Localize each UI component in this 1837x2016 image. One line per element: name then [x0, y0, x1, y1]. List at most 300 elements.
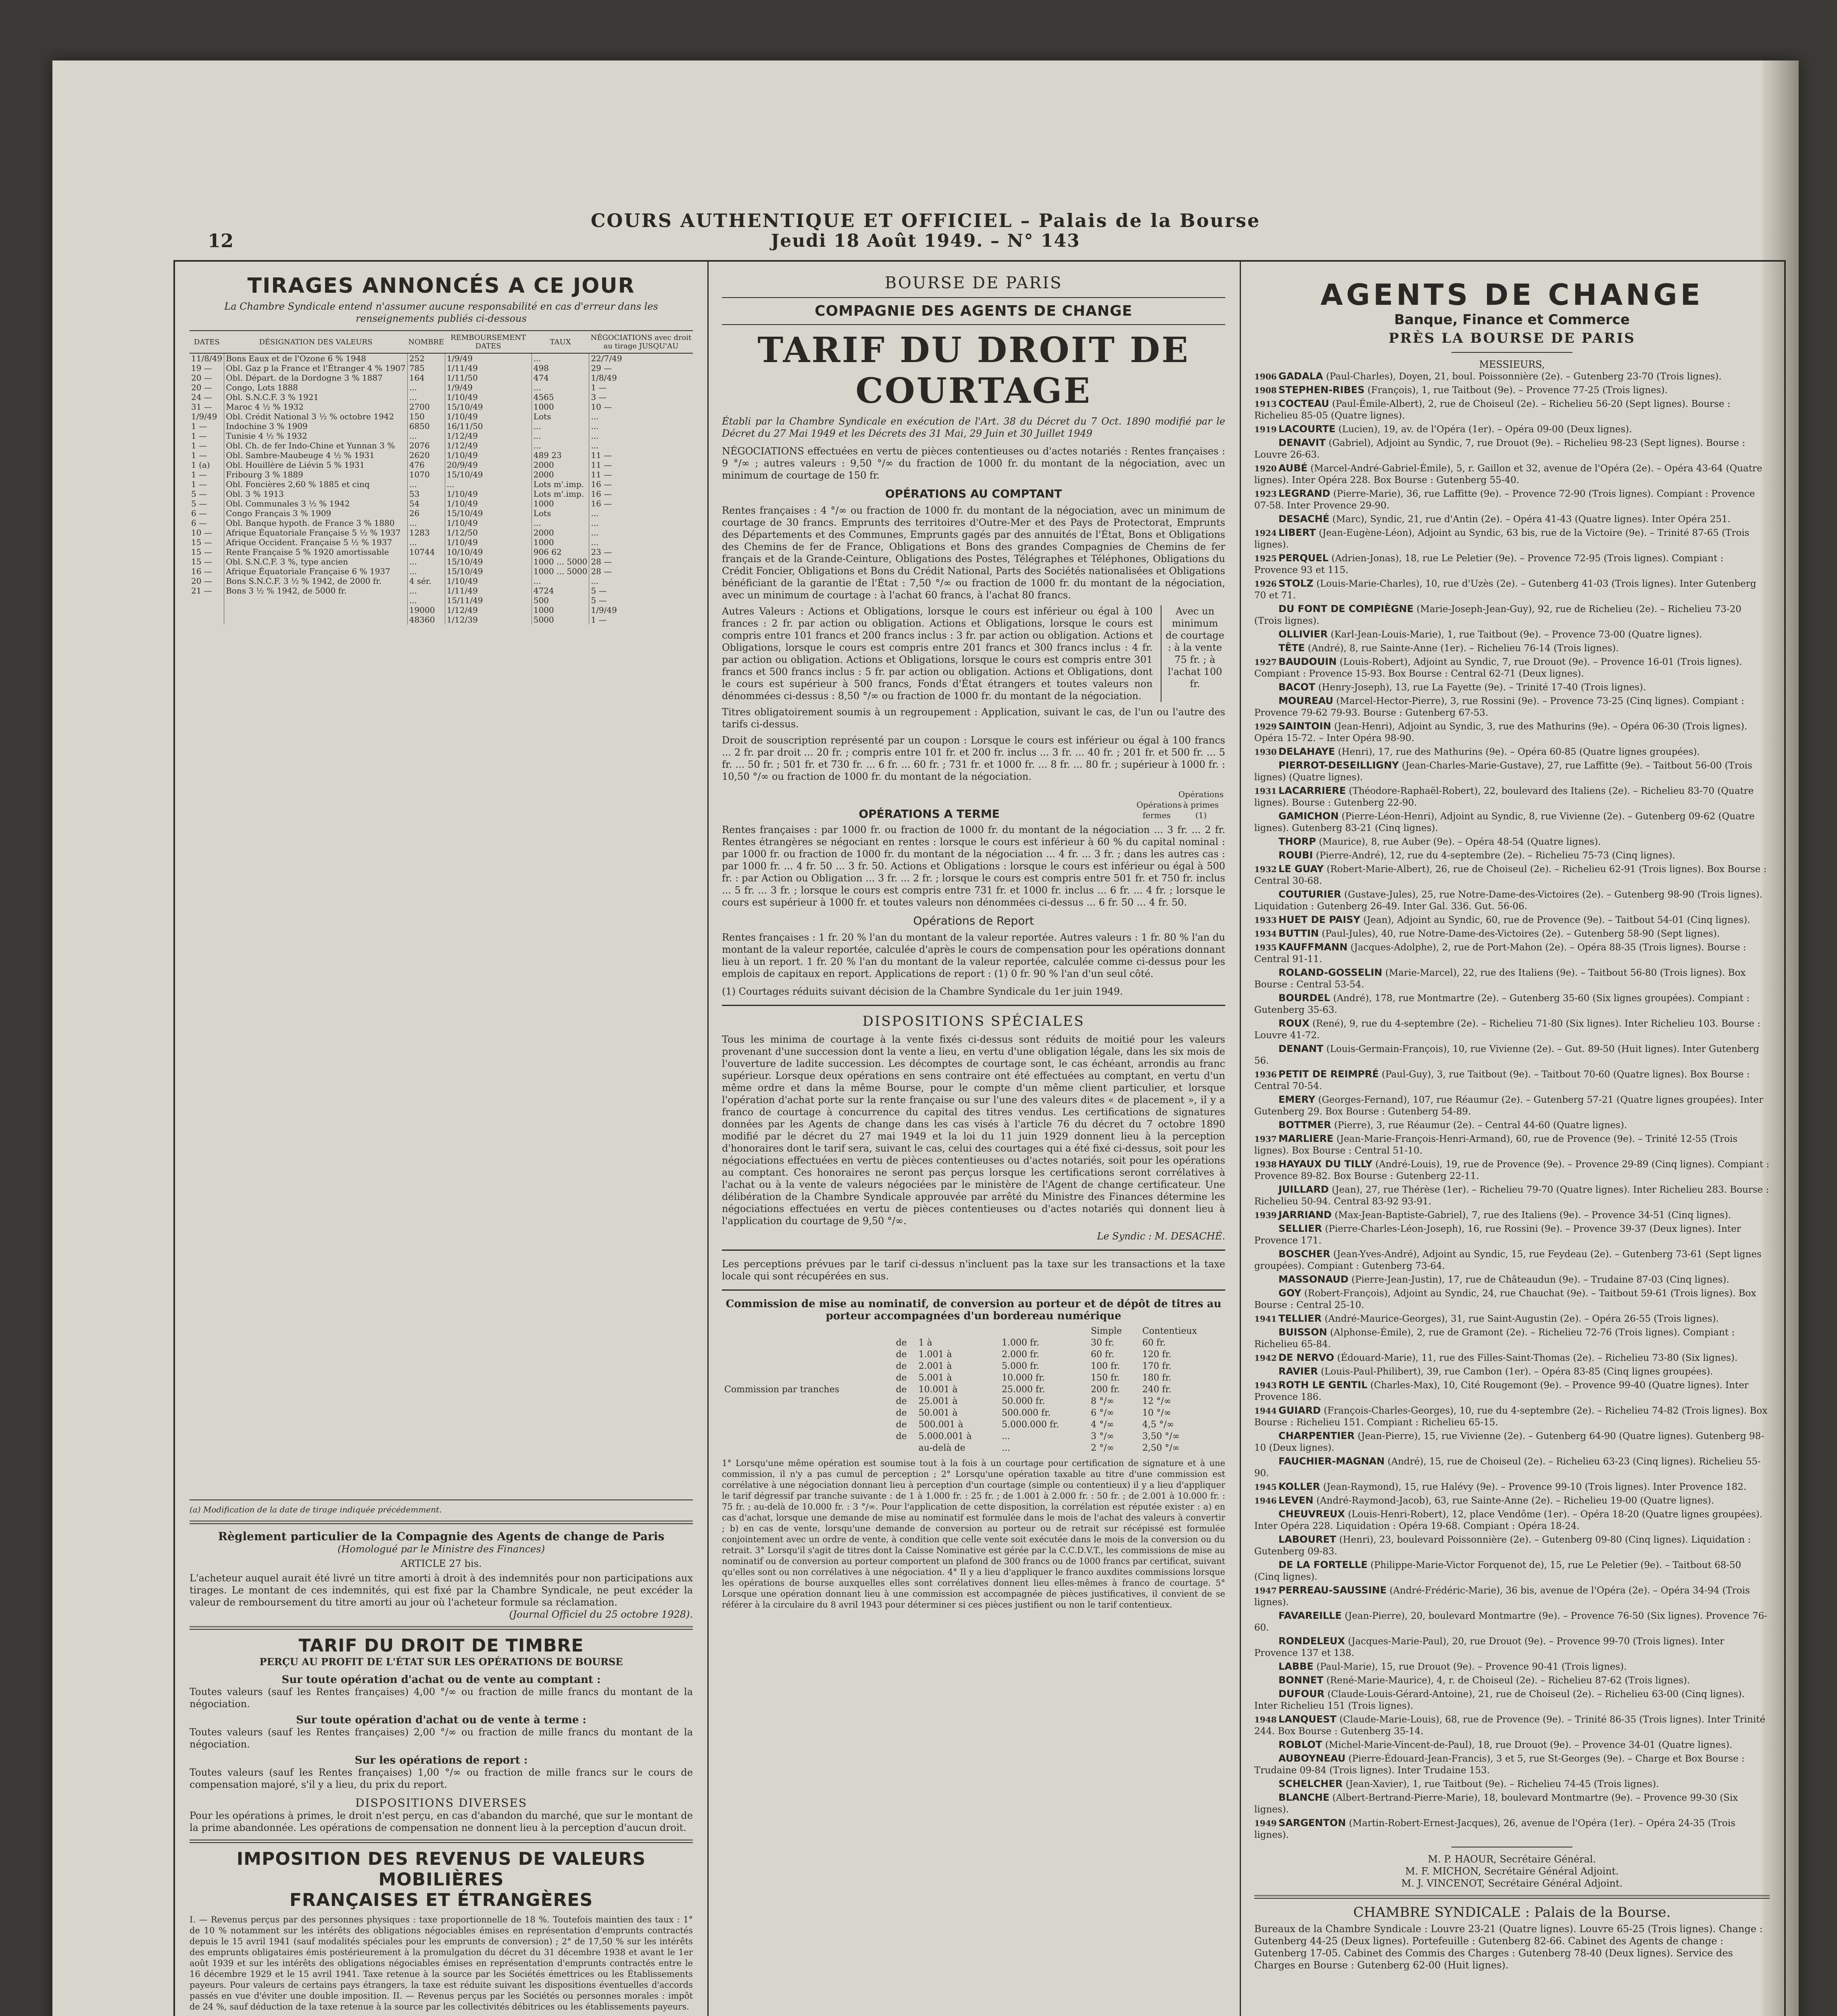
agent-year: 1906 [1254, 372, 1277, 381]
agent-year: 1948 [1254, 1715, 1277, 1724]
agent-name: COCTEAU [1278, 398, 1329, 409]
table-cell: 240 fr. [1142, 1385, 1172, 1395]
table-cell: 5.001 à [918, 1373, 952, 1383]
agent-year: 1944 [1254, 1406, 1277, 1416]
reglement-text: L'acheteur auquel aurait été livré un titre amorti à droit à des indemnités pour non participations aux tirages. Le montant de ces indemnités, qui est fixé par la Chambre Syndicale, ne peut excéder la valeur de remboursement du titre amorti au jour où l'acheteur formule sa réclamation. [190, 1572, 693, 1608]
agent-name: LE GUAY [1278, 863, 1324, 875]
agent-name: HAYAUX DU TILLY [1278, 1158, 1372, 1170]
table-row [190, 460, 693, 470]
agent-entry [1254, 578, 1770, 602]
agent-details: (André-Frédéric-Marie), 36 bis, avenue de l'Opéra (2e). – Opéra 34-94 (Trois lignes). [1254, 1585, 1750, 1608]
agent-entry [1254, 785, 1770, 809]
agent-details: (Pierre), 3, rue Réaumur (2e). – Central 44-60 (Quatre lignes). [1334, 1120, 1627, 1131]
agent-entry [1254, 1184, 1770, 1208]
agent-entry [1254, 1430, 1770, 1454]
agent-year: 1934 [1254, 929, 1277, 939]
chambre-title: CHAMBRE SYNDICALE : Palais de la Bourse. [1353, 1904, 1671, 1920]
table-cell: 4 °/∞ [1091, 1420, 1114, 1430]
courtage-note: (1) Courtages réduits suivant décision de la Chambre Syndicale du 1er juin 1949. [722, 986, 1123, 997]
agents-subtitle-1: Banque, Finance et Commerce [1394, 312, 1630, 328]
agent-year: 1923 [1254, 489, 1277, 499]
agent-entry [1254, 656, 1770, 680]
table-cell: 15/11/49 [445, 596, 532, 605]
table-cell: 10.001 à [918, 1385, 958, 1395]
table-cell: 1 — [191, 450, 207, 460]
table-cell: 20/9/49 [445, 460, 532, 470]
agent-details: (Albert-Bertrand-Pierre-Marie), 18, boulevard Montmartre (9e). – Provence 99-30 (Six lignes). [1254, 1793, 1738, 1815]
table-cell: 28 — [589, 557, 693, 566]
agent-name: STEPHEN-RIBES [1278, 384, 1365, 396]
chambre-text: Bureaux de la Chambre Syndicale : Louvre 23-21 (Quatre lignes). Louvre 65-25 (Trois lignes). Change : Gutenberg 44-25 (Deux lignes). Portefeuille : Gutenberg 82-66. Cabinet des Agents de change : Gutenberg 17-05. Cabinet des Commis des Charges : Gutenberg 78-40 (Deux lignes). Service des Charges en Bourse : Gutenberg 62-00 (Huit lignes). [1254, 1923, 1763, 1971]
agent-year: 1942 [1254, 1353, 1277, 1363]
table-cell: ... [407, 518, 445, 528]
table-cell: ... [407, 557, 445, 566]
commission-label: Commission par tranches [724, 1385, 840, 1395]
agent-details: (Michel-Marie-Vincent-de-Paul), 18, rue Drouot (9e). – Provence 34-01 (Quatre lignes). [1325, 1740, 1733, 1750]
table-cell: 500.001 à [918, 1420, 963, 1430]
table-cell: ... [1001, 1443, 1010, 1453]
table-cell: 22/7/49 [589, 353, 693, 363]
agent-details: (Paul-Guy), 3, rue Taitbout (9e). – Taitbout 70-60 (Quatre lignes). Box Bourse : Central 70-54. [1254, 1069, 1750, 1091]
agent-entry [1254, 1534, 1770, 1558]
commission-text: 1° Lorsqu'une même opération est soumise tout à la fois à un courtage pour certification de signature et à une commission, il n'y a pas cumul de perception ; 2° Lorsqu'une opération taxable au titre d'une commission est corrélative à une négociation donnant lieu à perception d'un courtage (simple ou contentieux) il y a lieu d'appliquer le tarif dégressif par tranche suivante : de 1 à 1.000 fr. : 25 fr. ; de 1.001 à 2.000 fr. : 50 fr. ; de 2.001 à 10.000 fr. : 75 fr. ; au-delà de 10.000 fr. : 3 °/∞. Pour l'application de cette disposition, la corrélation est réputée exister : a) en cas d'achat, lorsque une demande de mise au nominatif est formulée dans le mois de l'achat des valeurs à convertir ; b) en cas de vente, lorsqu'une demande de conversion au porteur ou de retrait sur récépissé est formulée conjointement avec un ordre de vente, à condition que celle vente soit exécutée dans le mois de la conversion ou du retrait. 3° Lorsqu'il s'agit de titres dont la Caisse Nominative est gérée par la C.C.D.V.T., les commissions de mise au nominatif ou de conversion au porteur comportent un plafond de 300 francs ou de 1000 francs par certificat, suivant qu'elles sont ou non corrélatives à une négociation. 4° Il y a lieu d'appliquer le franco auxdites commissions lorsque les opérations de bourse auxquelles elles sont corrélatives donnent lieu elles-mêmes à franco de courtage. 5° Lorsque une opération donnant lieu à une commission est accompagnée de pièces justificatives, il convient de se référer à la circulaire du 8 avril 1943 pour déterminer si ces pièces justifient ou non le tarif contentieux. [722, 1458, 1225, 1610]
table-row [722, 1337, 1225, 1349]
agent-year: 1949 [1254, 1818, 1277, 1828]
table-cell: 30 fr. [1091, 1338, 1114, 1348]
table-row [190, 363, 693, 373]
agent-entry [1254, 384, 1770, 396]
commission-table [722, 1325, 1225, 1454]
agent-entry [1254, 746, 1770, 758]
table-cell: Lots m'.imp. [532, 489, 589, 499]
column-middle [707, 262, 1241, 2016]
table-cell: ... [532, 353, 589, 363]
table-cell: 12 °/∞ [1142, 1396, 1172, 1406]
table-cell: ... [532, 576, 589, 586]
agent-details: (Louis-Marie-Charles), 10, rue d'Uzès (2e). – Gutenberg 41-03 (Trois lignes). Inter Gutenberg 70 et 71. [1254, 579, 1756, 601]
table-cell: Obl. Départ. de la Dordogne 3 % 1887 [224, 373, 408, 383]
agent-entry [1254, 1661, 1770, 1673]
agent-name: CHARPENTIER [1278, 1430, 1355, 1441]
agent-entry [1254, 1714, 1770, 1737]
table-cell: 8 °/∞ [1091, 1396, 1114, 1406]
table-cell: 200 fr. [1091, 1385, 1120, 1395]
table-cell: 20 — [191, 383, 212, 392]
table-cell: Obl. Houillère de Liévin 5 % 1931 [224, 460, 408, 470]
agent-entry [1254, 1688, 1770, 1712]
agent-entry [1254, 1274, 1770, 1286]
officer-line: M. F. MICHON, Secrétaire Général Adjoint. [1405, 1866, 1619, 1877]
reglement-subtitle: (Homologué par le Ministre des Finances) [337, 1543, 545, 1555]
agent-entry [1254, 1327, 1770, 1350]
page-number: 12 [208, 230, 234, 252]
table-cell: 10 — [191, 528, 212, 537]
agent-details: (Paul-Jules), 40, rue Notre-Dame-des-Victoires (2e). – Gutenberg 58-90 (Sept lignes). [1322, 929, 1720, 939]
agent-name: BOTTMER [1278, 1119, 1331, 1131]
table-cell: ... [532, 383, 589, 392]
report-title: Opérations de Report [913, 914, 1034, 927]
agent-year: 1919 [1254, 425, 1277, 434]
table-cell: 906 62 [532, 547, 589, 557]
agent-entry [1254, 681, 1770, 694]
table-row [722, 1395, 1225, 1407]
agent-name: AUBOYNEAU [1278, 1753, 1346, 1764]
table-cell: 1000 [532, 605, 589, 615]
agent-name: DU FONT DE COMPIÈGNE [1278, 603, 1414, 614]
agent-details: (Paul-Émile-Albert), 2, rue de Choiseul (2e). – Richelieu 56-20 (Sept lignes). Bourse : Richelieu 85-05 (Quatre lignes). [1254, 399, 1731, 421]
terme-col-primes: Opérations à primes (1) [1178, 789, 1224, 820]
commission-label [722, 1407, 893, 1419]
table-cell: ... [407, 566, 445, 576]
agents-title: AGENTS DE CHANGE [1320, 278, 1704, 312]
table-cell: 5.000.001 à [918, 1431, 972, 1441]
table-cell [190, 605, 224, 615]
table-row [190, 605, 693, 615]
agent-name: ROLAND-GOSSELIN [1278, 967, 1382, 978]
table-cell: 1000 [532, 537, 589, 547]
agent-name: GADALA [1278, 371, 1323, 382]
table-cell: 150 [407, 412, 445, 421]
table-cell: Obl. 3 % 1913 [224, 489, 408, 499]
agent-entry [1254, 1094, 1770, 1118]
table-cell: 48360 [407, 615, 445, 625]
table-cell: 1/10/49 [445, 450, 532, 460]
table-cell: ... [589, 537, 693, 547]
table-cell: 4724 [532, 586, 589, 596]
table-cell: 15 — [191, 537, 212, 547]
agent-details: (Jacques-Marie-Paul), 20, rue Drouot (9e). – Provence 99-70 (Trois lignes). Inter Provence 137 et 138. [1254, 1636, 1724, 1658]
table-cell: 5 — [589, 596, 693, 605]
table-cell: ... [589, 518, 693, 528]
agent-entry [1254, 1209, 1770, 1221]
table-cell: 1/10/49 [445, 412, 532, 421]
agent-details: (René), 9, rue du 4-septembre (2e). – Richelieu 71-80 (Six lignes). Inter Richelieu 103. Bourse : Louvre 41-72. [1254, 1018, 1761, 1041]
table-cell: 1000 [532, 499, 589, 508]
table-cell: ... [532, 441, 589, 450]
table-cell: 1/10/49 [445, 537, 532, 547]
table-row [190, 596, 693, 605]
table-cell: Congo Français 3 % 1909 [224, 508, 408, 518]
commission-label [722, 1419, 893, 1431]
table-cell: 28 — [589, 566, 693, 576]
agent-entry [1254, 695, 1770, 719]
droit-souscription-text: Droit de souscription représenté par un coupon : Lorsque le cours est inférieur ou égal à 100 francs ... 2 fr. par droit ... 20 fr. ; compris entre 101 fr. et 200 fr. inclus ... 3 fr. ... 40 fr. ; 201 fr. et 500 fr. ... 5 fr. ... 50 fr. ; 501 fr. et 730 fr. ... 6 fr. ... 60 fr. ; 731 fr. et 1000 fr. ... 8 fr. ... 80 fr. ; supérieur à 1000 fr. : 10,50 °/∞ ou fraction de 1000 fr. du montant de la négociation. [722, 735, 1225, 782]
table-cell: Tunisie 4 ½ % 1932 [224, 431, 408, 441]
agent-details: (Jean), 27, rue Thérèse (1er). – Richelieu 79-70 (Quatre lignes). Inter Richelieu 283. Bourse : Richelieu 50-94. Central 83-92 93-91. [1254, 1185, 1769, 1207]
commission-label [722, 1395, 893, 1407]
commission-label [722, 1360, 893, 1372]
table-row [190, 576, 693, 586]
terme-header [722, 789, 1225, 821]
agent-name: ROBLOT [1278, 1739, 1322, 1750]
agent-details: (Marcel-Hector-Pierre), 3, rue Rossini (9e). – Provence 73-25 (Cinq lignes). Compiant : Provence 79-62 79-93. Bourse : Gutenberg 67-53. [1254, 696, 1744, 718]
table-cell: Lots m'.imp. [532, 479, 589, 489]
agent-entry [1254, 462, 1770, 486]
table-row [190, 373, 693, 383]
timbre-heading-2: Sur toute opération d'achat ou de vente à terme : [296, 1714, 586, 1726]
table-cell: au-delà de [918, 1443, 965, 1453]
table-row [722, 1419, 1225, 1431]
agent-name: JUILLARD [1278, 1184, 1329, 1195]
table-cell: 54 [407, 499, 445, 508]
table-cell: 15/10/49 [445, 402, 532, 412]
comptant-title: OPÉRATIONS AU COMPTANT [885, 487, 1062, 500]
agent-details: (Louis-Germain-François), 10, rue Vivienne (2e). – Gut. 89-50 (Huit lignes). Inter Gutenberg 56. [1254, 1044, 1759, 1066]
agent-entry [1254, 629, 1770, 641]
table-cell: Obl. S.N.C.F. 3 %, type ancien [224, 557, 408, 566]
agent-entry [1254, 642, 1770, 654]
table-cell: 25.001 à [918, 1396, 958, 1406]
table-cell: Obl. Banque hypoth. de France 3 % 1880 [224, 518, 408, 528]
table-cell: Lots [532, 412, 589, 421]
agent-details: (Jean-Charles-Marie-Gustave), 27, rue Laffitte (9e). – Taitbout 56-00 (Trois lignes) (Quatre lignes). [1254, 760, 1752, 783]
agent-name: BOSCHER [1278, 1248, 1330, 1260]
autres-block [722, 605, 1225, 702]
tirages-subtitle: La Chambre Syndicale entend n'assumer aucune responsabilité en cas d'erreur dans les renseignements publiés ci-dessous [224, 301, 658, 324]
table-cell: 1/12/39 [445, 615, 532, 625]
agent-details: (Gustave-Jules), 25, rue Notre-Dame-des-Victoires (2e). – Gutenberg 98-90 (Trois lignes). Liquidation : Gutenberg 26-49. Inter Gal. 336. Gut. 56-06. [1254, 889, 1763, 912]
agent-details: (Charles-Max), 10, Cité Rougemont (9e). – Provence 99-40 (Quatre lignes). Inter Provence 186. [1254, 1380, 1749, 1402]
table-cell: 1 — [589, 615, 693, 625]
agent-year: 1935 [1254, 943, 1277, 952]
table-cell: 15 — [191, 557, 212, 566]
table-cell: 1 — [191, 421, 207, 431]
agent-details: (André-Maurice-Georges), 31, rue Saint-Augustin (2e). – Opéra 26-55 (Trois lignes). [1324, 1314, 1719, 1324]
commission-label [722, 1349, 893, 1360]
table-row [190, 586, 693, 596]
agent-name: MOUREAU [1278, 695, 1333, 706]
table-cell: 252 [407, 353, 445, 363]
agent-name: JARRIAND [1278, 1209, 1332, 1220]
agent-name: RONDELEUX [1278, 1635, 1345, 1647]
table-cell: 2076 [407, 441, 445, 450]
agent-entry [1254, 1635, 1770, 1659]
agent-name: DESACHÉ [1278, 513, 1330, 525]
agent-details: (Paul-Charles), Doyen, 21, boul. Poissonnière (2e). – Gutenberg 23-70 (Trois lignes). [1326, 371, 1722, 382]
agent-name: GUIARD [1278, 1405, 1321, 1416]
agent-details: (Pierre-Marie), 36, rue Laffitte (9e). – Provence 72-90 (Trois lignes). Compiant : Provence 07-58. Inter Provence 29-90. [1254, 489, 1755, 511]
agent-details: (Jean), Adjoint au Syndic, 60, rue de Provence (9e). – Taitbout 54-01 (Cinq lignes). [1363, 915, 1750, 925]
negociations-text: NÉGOCIATIONS effectuées en vertu de pièces contentieuses ou d'actes notariés : Rentes françaises : 9 °/∞ ; autres valeurs : 9,50 °/∞ du fraction de 1000 fr. du montant de la négociation, avec un minimum de courtage de 150 fr. [722, 446, 1225, 481]
agent-name: BUTTIN [1278, 928, 1319, 939]
agent-name: KAUFFMANN [1278, 941, 1348, 953]
table-cell: de [896, 1396, 907, 1406]
table-cell: 19000 [407, 605, 445, 615]
agent-details: (Jean-Eugène-Léon), Adjoint au Syndic, 63 bis, rue de la Victoire (9e). – Trinité 87-65 (Trois lignes). [1254, 528, 1749, 550]
table-cell [190, 596, 224, 605]
table-row [722, 1349, 1225, 1360]
table-cell: ... [589, 421, 693, 431]
agent-name: RAVIER [1278, 1366, 1318, 1377]
table-cell: ... [1001, 1431, 1010, 1441]
timbre-subtitle: PERÇU AU PROFIT DE L'ÉTAT SUR LES OPÉRATIONS DE BOURSE [259, 1656, 623, 1668]
table-cell: 2000 [532, 470, 589, 479]
content-frame [173, 260, 1786, 2016]
table-cell: 6850 [407, 421, 445, 431]
agent-entry [1254, 513, 1770, 525]
tirages-header-cell: REMBOURSEMENT DATES [445, 331, 532, 353]
table-cell: 15/10/49 [445, 566, 532, 576]
table-cell: 1 (a) [191, 460, 210, 470]
table-row [190, 508, 693, 518]
agent-entry [1254, 863, 1770, 887]
table-row [190, 537, 693, 547]
agent-entry [1254, 398, 1770, 422]
table-row [190, 402, 693, 412]
table-cell: 50.000 fr. [1001, 1396, 1045, 1406]
agent-details: (André-Louis), 19, rue de Provence (9e). – Provence 29-89 (Cinq lignes). Compiant : Provence 89-82. Box Bourse : Gutenberg 22-11. [1254, 1159, 1770, 1181]
table-row [190, 518, 693, 528]
table-row [190, 421, 693, 431]
agent-year: 1936 [1254, 1070, 1277, 1079]
terme-title: OPÉRATIONS A TERME [859, 807, 1000, 821]
agent-entry [1254, 810, 1770, 834]
agent-entry [1254, 1313, 1770, 1325]
agent-name: SCHELCHER [1278, 1778, 1343, 1789]
table-cell: 24 — [191, 392, 212, 402]
agent-entry [1254, 941, 1770, 965]
imposition-title-2: FRANÇAISES ET ÉTRANGÈRES [289, 1890, 593, 1910]
commission-header-cell: Simple [1091, 1326, 1122, 1336]
agent-name: DENANT [1278, 1043, 1324, 1054]
minimum-note: Avec un minimum de courtage : à la vente 75 fr. ; à l'achat 100 fr. [1161, 605, 1225, 702]
table-cell: 164 [407, 373, 445, 383]
table-cell: 31 — [191, 402, 212, 412]
agent-entry [1254, 527, 1770, 551]
table-cell: 120 fr. [1142, 1350, 1172, 1360]
table-cell: 1/12/49 [445, 431, 532, 441]
tarif-courtage-title: TARIF DU DROIT DE COURTAGE [757, 330, 1190, 411]
agent-details: (Marc), Syndic, 21, rue d'Antin (2e). – Opéra 41-43 (Quatre lignes). Inter Opéra 251. [1332, 514, 1731, 525]
table-cell: 1000 ... 5000 [532, 566, 589, 576]
table-cell: 1/11/50 [445, 373, 532, 383]
table-cell: ... [407, 596, 445, 605]
dispositions-diverses-title: DISPOSITIONS DIVERSES [355, 1796, 528, 1810]
agent-entry [1254, 488, 1770, 512]
table-cell: 2,50 °/∞ [1142, 1443, 1180, 1453]
table-cell: 500.000 fr. [1001, 1408, 1051, 1418]
table-cell: 16/11/50 [445, 421, 532, 431]
table-cell [224, 605, 408, 615]
agent-name: PIERROT-DESEILLIGNY [1278, 760, 1399, 771]
commission-label [722, 1442, 893, 1454]
agents-subtitle-2: PRÈS LA BOURSE DE PARIS [1389, 330, 1635, 346]
table-row [190, 470, 693, 479]
agent-details: (Lucien), 19, av. de l'Opéra (1er). – Opéra 09-00 (Deux lignes). [1338, 424, 1632, 435]
agent-name: ROUBI [1278, 850, 1313, 861]
table-row [722, 1384, 1225, 1395]
divider [722, 1289, 1225, 1291]
table-cell: 1 — [191, 431, 207, 441]
agent-entry [1254, 1585, 1770, 1608]
table-row [722, 1407, 1225, 1419]
agent-entry [1254, 967, 1770, 991]
tirages-note: (a) Modification de la date de tirage indiquée précédemment. [190, 1505, 442, 1514]
agent-name: BUISSON [1278, 1327, 1327, 1338]
agent-name: PERQUEL [1278, 552, 1329, 564]
divider [190, 1520, 693, 1524]
agent-entry [1254, 928, 1770, 940]
agent-entry [1254, 1405, 1770, 1429]
agent-details: (Marie-Joseph-Jean-Guy), 92, rue de Richelieu (2e). – Richelieu 73-20 (Trois lignes). [1254, 604, 1742, 626]
table-cell: 1000 [532, 402, 589, 412]
table-cell: 2000 [532, 528, 589, 537]
table-cell: 21 — [191, 586, 212, 596]
table-cell: Obl. Ch. de fer Indo-Chine et Yunnan 3 % [224, 441, 408, 450]
agent-details: (Marie-Marcel), 22, rue des Italiens (9e). – Taitbout 56-80 (Trois lignes). Box Bourse : Central 53-54. [1254, 968, 1746, 990]
commission-label [722, 1431, 893, 1442]
table-cell: 1/9/49 [589, 605, 693, 615]
table-row [190, 547, 693, 557]
agent-details: (Henri), 17, rue des Mathurins (9e). – Opéra 60-85 (Quatre lignes groupées). [1338, 747, 1700, 757]
table-row [722, 1372, 1225, 1384]
table-cell: Afrique Équatoriale Française 5 ½ % 1937 [224, 528, 408, 537]
agent-entry [1254, 1792, 1770, 1816]
table-cell: 5 — [191, 489, 207, 499]
commission-header-cell: Contentieux [1142, 1326, 1197, 1336]
masthead-date: Jeudi 18 Août 1949. – N° 143 [771, 231, 1080, 251]
table-cell: ... [532, 421, 589, 431]
agent-details: (Jean-Yves-André), Adjoint au Syndic, 15, rue Feydeau (2e). – Gutenberg 73-61 (Sept lignes groupées). Compiant : Gutenberg 73-64. [1254, 1249, 1762, 1271]
table-cell: ... [407, 383, 445, 392]
agent-entry [1254, 1481, 1770, 1493]
commission-body [722, 1325, 1225, 1454]
table-cell: 23 — [589, 547, 693, 557]
agent-name: SELLIER [1278, 1223, 1322, 1234]
table-cell: ... [532, 518, 589, 528]
agent-year: 1943 [1254, 1381, 1277, 1390]
timbre-title: TARIF DU DROIT DE TIMBRE [298, 1635, 584, 1656]
agent-year: 1927 [1254, 657, 1277, 667]
table-cell: 15 — [191, 547, 212, 557]
agent-details: (Robert-François), Adjoint au Syndic, 24, rue Chauchat (9e). – Taitbout 59-61 (Trois lignes). Box Bourse : Central 25-10. [1254, 1288, 1756, 1310]
agent-entry [1254, 1778, 1770, 1790]
agent-details: (François-Charles-Georges), 10, rue du 4-septembre (2e). – Richelieu 74-82 (Trois lignes). Box Bourse : Richelieu 151. Compiant : Richelieu 65-15. [1254, 1406, 1768, 1428]
divider [722, 297, 1225, 298]
table-cell: 60 fr. [1142, 1338, 1166, 1348]
agent-year: 1945 [1254, 1482, 1277, 1492]
table-cell: 1 à [918, 1338, 932, 1348]
agent-year: 1924 [1254, 528, 1277, 538]
table-cell: 2 °/∞ [1091, 1443, 1114, 1453]
agent-entry [1254, 1817, 1770, 1841]
table-cell: de [896, 1373, 907, 1383]
column-left [175, 262, 709, 2016]
agent-entry [1254, 437, 1770, 461]
table-cell: 785 [407, 363, 445, 373]
table-cell: 53 [407, 489, 445, 499]
timbre-text-3: Toutes valeurs (sauf les Rentes françaises) 1,00 °/∞ ou fraction de mille francs sur le cours de compensation majoré, s'il y a lieu, du prix du report. [190, 1767, 693, 1790]
reglement-ref: (Journal Officiel du 25 octobre 1928). [509, 1609, 693, 1620]
table-cell: 1 — [191, 470, 207, 479]
agent-entry [1254, 1018, 1770, 1041]
table-cell: 15/10/49 [445, 470, 532, 479]
agent-name: BAUDOUIN [1278, 656, 1337, 667]
table-cell: Fribourg 3 % 1889 [224, 470, 408, 479]
table-row [190, 431, 693, 441]
masthead-title: COURS AUTHENTIQUE ET OFFICIEL – Palais de la Bourse [590, 210, 1261, 231]
table-cell: 1000 ... 5000 [532, 557, 589, 566]
table-cell: 20 — [191, 373, 212, 383]
table-cell: 180 fr. [1142, 1373, 1172, 1383]
agent-details: (Jean-Marie-François-Henri-Armand), 60, rue de Provence (9e). – Trinité 12-55 (Trois lignes). Box Bourse : Central 51-10. [1254, 1134, 1738, 1156]
table-cell: 16 — [589, 479, 693, 489]
agent-details: (Paul-Marie), 15, rue Drouot (9e). – Provence 90-41 (Trois lignes). [1316, 1662, 1627, 1672]
table-row [190, 412, 693, 421]
agent-name: MASSONAUD [1278, 1274, 1349, 1285]
agent-details: (Robert-Marie-Albert), 26, rue de Choiseul (2e). – Richelieu 62-91 (Trois lignes). Box Bourse : Central 30-68. [1254, 864, 1767, 886]
table-row [190, 557, 693, 566]
